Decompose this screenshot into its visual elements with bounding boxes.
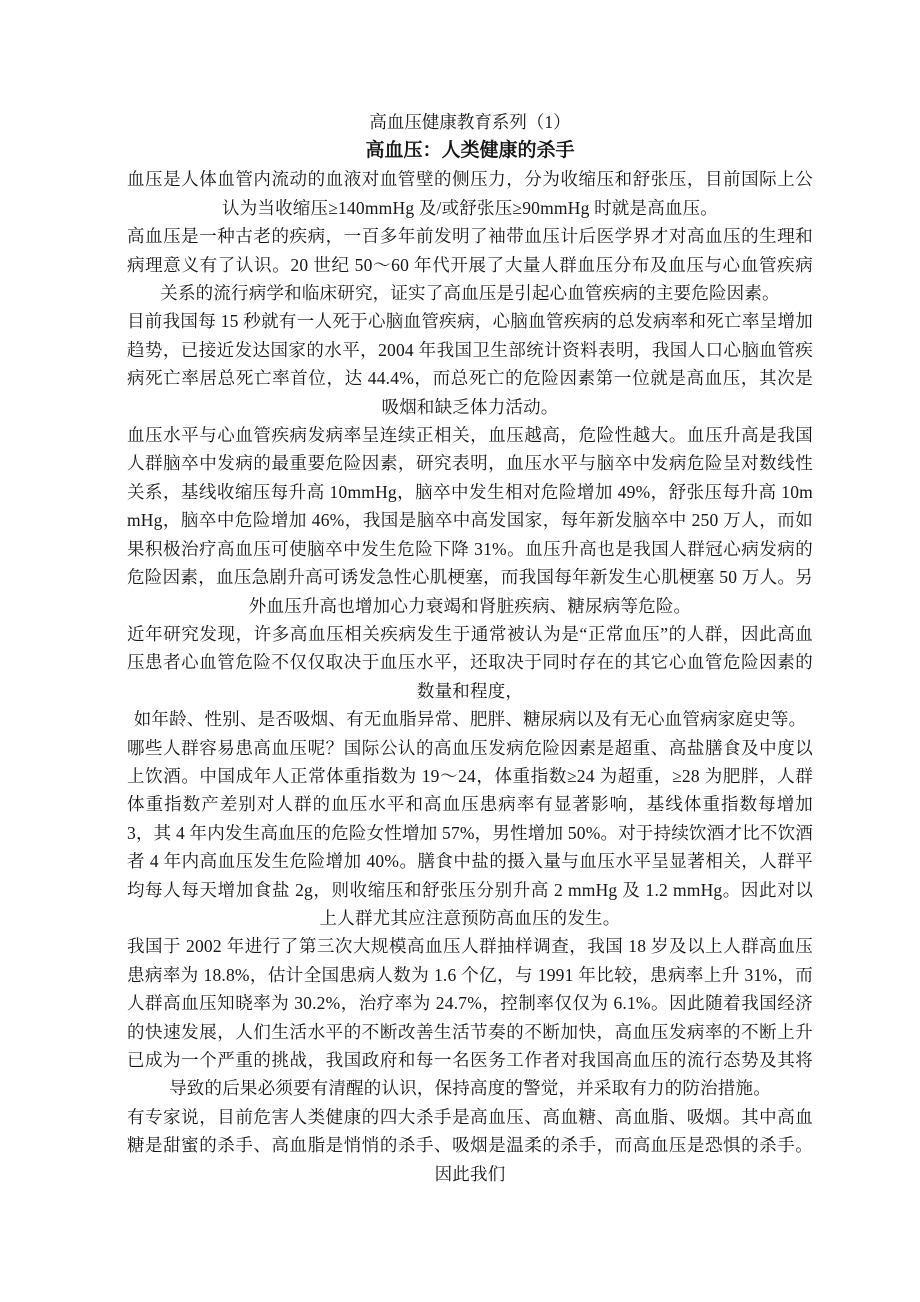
paragraph-2002-survey: 我国于 2002 年进行了第三次大规模高血压人群抽样调查，我国 18 岁及以上人群高血压患病率为 18.8%，估计全国患病人数为 1.6 个亿，与 1991 年比较，患病率上升 31%，而人群高血压知晓率为 30.2%，治疗率为 24.7%，控制率仅仅为 6.1%。因此随着我国经济的快速发展，人们生活水平的不断改善生活节奏的不断加快，高血压发病率的不断上升已成为一个严重的挑战，我国政府和每一名医务工作者对我国高血压的流行态势及其将导致的后果必须要有清醒的认识，保持高度的警觉，并采取有力的防治措施。 xyxy=(127,936,813,1099)
paragraph-four-killers: 有专家说，目前危害人类健康的四大杀手是高血压、高血糖、高血脂、吸烟。其中高血糖是甜蜜的杀手、高血脂是悄悄的杀手、吸烟是温柔的杀手，而高血压是恐惧的杀手。因此我们 xyxy=(127,1106,813,1184)
paragraph-risk-factor-examples: 如年龄、性别、是否吸烟、有无血脂异常、肥胖、糖尿病以及有无心血管病家庭史等。 xyxy=(133,709,807,730)
paragraph-mortality-statistics: 目前我国每 15 秒就有一人死于心脑血管疾病，心脑血管疾病的总发病率和死亡率呈增加趋势，已接近发达国家的水平，2004 年我国卫生部统计资料表明，我国人口心脑血管疾病死亡率居总死亡率首位，达 44.4%，而总死亡的危险因素第一位就是高血压，其次是吸烟和缺乏体力活动。 xyxy=(127,311,813,417)
document-content xyxy=(127,108,813,1188)
paragraph-stroke-risk: 血压水平与心血管疾病发病率呈连续正相关，血压越高，危险性越大。血压升高是我国人群脑卒中发病的最重要危险因素，研究表明，血压水平与脑卒中发病危险呈对数线性关系，基线收缩压每升高 10mmHg，脑卒中发生相对危险增加 49%，舒张压每升高 10mmHg，脑卒中危险增加 46%，我国是脑卒中高发国家，每年新发脑卒中 250 万人，而如果积极治疗高血压可使脑卒中发生危险下降 31%。血压升高也是我国人群冠心病发病的危险因素，血压急剧升高可诱发急性心肌梗塞，而我国每年新发生心肌梗塞 50 万人。另外血压升高也增加心力衰竭和肾脏疾病、糖尿病等危险。 xyxy=(127,425,813,616)
paragraph-normal-bp-risk-factors: 近年研究发现，许多高血压相关疾病发生于通常被认为是“正常血压”的人群，因此高血压患者心血管危险不仅仅取决于血压水平，还取决于同时存在的其它心血管危险因素的数量和程度， xyxy=(127,623,813,701)
series-title: 高血压健康教育系列（1） xyxy=(369,112,571,132)
paragraph-definition-of-hypertension: 血压是人体血管内流动的血液对血管壁的侧压力，分为收缩压和舒张压，目前国际上公认为当收缩压≥140mmHg 及/或舒张压≥90mmHg 时就是高血压。 xyxy=(127,169,813,218)
paragraph-susceptible-populations: 哪些人群容易患高血压呢？国际公认的高血压发病危险因素是超重、高盐膳食及中度以上饮酒。中国成年人正常体重指数为 19～24，体重指数≥24 为超重，≥28 为肥胖，人群体重指数产差别对人群的血压水平和高血压患病率有显著影响，基线体重指数每增加 3，其 4 年内发生高血压的危险女性增加 57%，男性增加 50%。对于持续饮酒才比不饮酒者 4 年内高血压发生危险增加 40%。膳食中盐的摄入量与血压水平呈显著相关，人群平均每人每天增加食盐 2g，则收缩压和舒张压分别升高 2 mmHg 及 1.2 mmHg。因此对以上人群尤其应注意预防高血压的发生。 xyxy=(127,737,813,928)
document-title: 高血压：人类健康的杀手 xyxy=(365,140,575,162)
paragraph-history: 高血压是一种古老的疾病，一百多年前发明了袖带血压计后医学界才对高血压的生理和病理意义有了认识。20 世纪 50～60 年代开展了大量人群血压分布及血压与心血管疾病关系的流行病学和临床研究，证实了高血压是引起心血管疾病的主要危险因素。 xyxy=(127,226,813,304)
